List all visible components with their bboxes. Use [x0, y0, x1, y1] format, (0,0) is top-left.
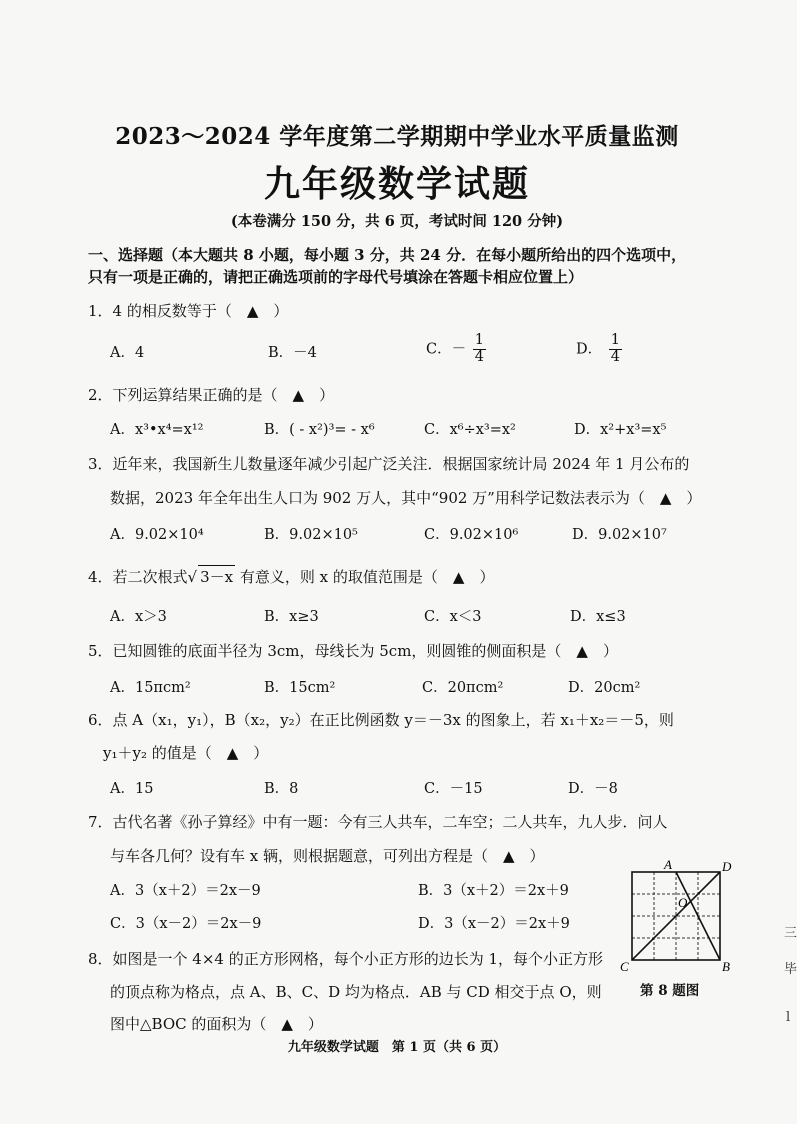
q7-stem-line1: 7．古代名著《孙子算经》中有一题：今有三人共车，二车空；二人共车，九人步．问人	[88, 813, 668, 831]
q6-option-c: C．－15	[424, 781, 483, 797]
edge-mark-2: 毕	[784, 962, 797, 977]
q1-option-b: B．－4	[268, 345, 317, 361]
point-label-o: O	[678, 895, 688, 910]
q3-option-a: A．9.02×10⁴	[110, 527, 204, 543]
q1-option-c-fraction: $\frac{1}{4}$	[474, 332, 484, 365]
point-label-a: A	[664, 857, 672, 872]
exam-title: 2023～2024 学年度第二学期期中学业水平质量监测	[115, 123, 679, 150]
q3-option-d: D．9.02×10⁷	[572, 527, 667, 543]
q1-option-d-fraction: $\frac{1}{4}$	[610, 332, 620, 365]
segment-cd	[632, 872, 720, 960]
q5-option-d: D．20cm²	[568, 680, 641, 696]
page-footer: 九年级数学试题 第 1 页（共 6 页）	[287, 1040, 507, 1055]
q4-stem: 4．若二次根式√ 3－x 有意义，则 x 的取值范围是（ ▲ ）	[88, 565, 494, 587]
section-heading-line1: 一、选择题（本大题共 8 小题，每小题 3 分，共 24 分．在每小题所给出的四个选项中，	[88, 246, 687, 264]
q2-option-a: A．x³•x⁴=x¹²	[110, 422, 204, 438]
q7-option-d: D．3（x－2）＝2x＋9	[418, 916, 570, 932]
q6-option-a: A．15	[110, 781, 154, 797]
q5-option-a: A．15πcm²	[110, 680, 191, 696]
q5-stem: 5．已知圆锥的底面半径为 3cm，母线长为 5cm，则圆锥的侧面积是（ ▲ ）	[88, 642, 618, 660]
q1-option-d: D． $\frac{1}{4}$	[576, 332, 620, 365]
q4-option-a: A．x＞3	[110, 609, 167, 625]
q4-option-d: D．x≤3	[570, 609, 626, 625]
q7-option-b: B．3（x＋2）＝2x＋9	[418, 883, 569, 899]
section-heading-line2: 只有一项是正确的，请把正确选项前的字母代号填涂在答题卡相应位置上）	[88, 268, 584, 286]
exam-info: (本卷满分 150 分，共 6 页，考试时间 120 分钟)	[230, 213, 564, 230]
q1-option-a: A．4	[110, 345, 145, 361]
q6-stem-line1: 6．点 A（x₁，y₁），B（x₂，y₂）在正比例函数 y＝－3x 的图象上，若 x₁＋x₂＝－5，则	[88, 711, 674, 729]
figure-caption: 第 8 题图	[640, 983, 700, 999]
radicand: 3－x	[198, 565, 235, 587]
q2-option-b: B．( - x²)³= - x⁶	[264, 422, 375, 438]
q3-option-b: B．9.02×10⁵	[264, 527, 358, 543]
point-label-c: C	[620, 959, 629, 974]
q8-stem-line2: 的顶点称为格点，点 A、B、C、D 均为格点．AB 与 CD 相交于点 O，则	[110, 983, 602, 1001]
radical-sign: √	[187, 568, 198, 586]
q8-grid-figure	[618, 858, 742, 974]
q6-option-d: D．－8	[568, 781, 618, 797]
q1-option-c: C．－ $\frac{1}{4}$	[426, 332, 484, 365]
point-label-b: B	[722, 959, 730, 974]
q5-option-b: B．15cm²	[264, 680, 336, 696]
q8-stem-line3: 图中△BOC 的面积为（ ▲ ）	[110, 1015, 323, 1033]
q5-option-c: C．20πcm²	[422, 680, 504, 696]
edge-mark-1: 三	[784, 926, 797, 941]
q1-stem: 1．4 的相反数等于（ ▲ ）	[88, 302, 289, 320]
edge-mark-3: l	[786, 1010, 791, 1025]
q8-stem-line1: 8．如图是一个 4×4 的正方形网格，每个小正方形的边长为 1，每个小正方形	[88, 950, 604, 968]
subject-title: 九年级数学试题	[263, 163, 530, 205]
q4-option-c: C．x＜3	[424, 609, 482, 625]
q2-stem: 2．下列运算结果正确的是（ ▲ ）	[88, 386, 335, 404]
q3-option-c: C．9.02×10⁶	[424, 527, 519, 543]
q7-option-c: C．3（x－2）＝2x－9	[110, 916, 262, 932]
q7-option-a: A．3（x＋2）＝2x－9	[110, 883, 261, 899]
q2-option-d: D．x²+x³=x⁵	[574, 422, 667, 438]
q3-stem-line2: 数据，2023 年全年出生人口为 902 万人，其中“902 万”用科学记数法表示为（ ▲ ）	[110, 489, 702, 507]
q6-stem-line2: y₁＋y₂ 的值是（ ▲ ）	[103, 744, 269, 762]
q7-stem-line2: 与车各几何？设有车 x 辆，则根据题意，可列出方程是（ ▲ ）	[110, 847, 545, 865]
point-label-d: D	[722, 859, 732, 874]
q6-option-b: B．8	[264, 781, 299, 797]
q2-option-c: C．x⁶÷x³=x²	[424, 422, 516, 438]
q3-stem-line1: 3．近年来，我国新生儿数量逐年减少引起广泛关注．根据国家统计局 2024 年 1 月公布的	[88, 455, 690, 473]
q4-option-b: B．x≥3	[264, 609, 319, 625]
